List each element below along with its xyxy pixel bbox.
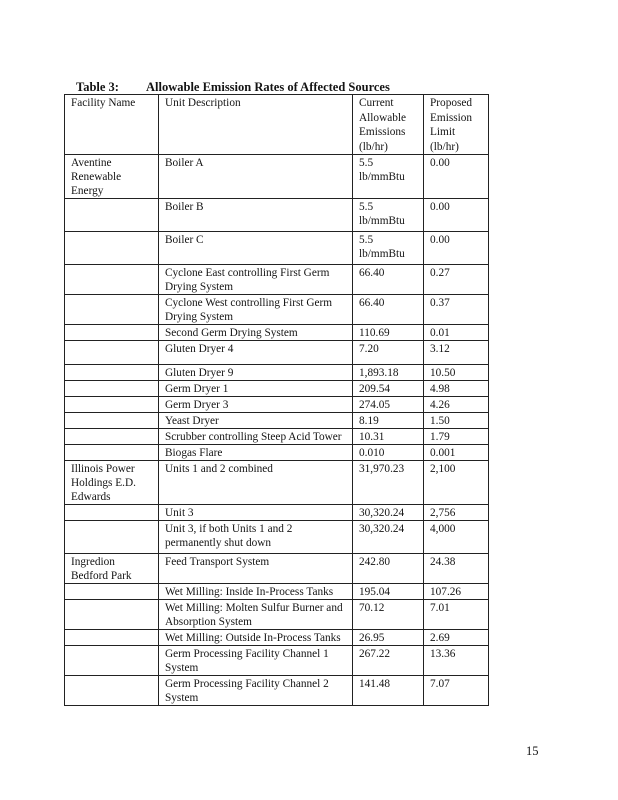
cell-facility-name — [65, 413, 159, 429]
cell-current-emissions: 1,893.18 — [353, 365, 424, 381]
cell-unit-description: Boiler B — [159, 199, 353, 232]
cell-proposed-limit: 0.00 — [424, 155, 489, 199]
cell-proposed-limit: 0.00 — [424, 232, 489, 265]
table-row — [65, 554, 489, 584]
cell-current-emissions: 70.12 — [353, 600, 424, 630]
cell-unit-description: Unit 3, if both Units 1 and 2 permanently shut down — [159, 521, 353, 554]
cell-facility-name — [65, 429, 159, 445]
header-unit-description: Unit Description — [159, 95, 353, 155]
cell-unit-description: Gluten Dryer 9 — [159, 365, 353, 381]
cell-proposed-limit: 7.01 — [424, 600, 489, 630]
cell-unit-description: Boiler C — [159, 232, 353, 265]
cell-unit-description: Wet Milling: Molten Sulfur Burner and Absorption System — [159, 600, 353, 630]
cell-proposed-limit: 0.00 — [424, 199, 489, 232]
header-proposed-limit: Proposed Emission Limit (lb/hr) — [424, 95, 489, 155]
cell-proposed-limit: 4.98 — [424, 381, 489, 397]
cell-unit-description: Scrubber controlling Steep Acid Tower — [159, 429, 353, 445]
cell-current-emissions: 242.80 — [353, 554, 424, 584]
cell-unit-description: Second Germ Drying System — [159, 325, 353, 341]
table-row — [65, 397, 489, 413]
cell-unit-description: Germ Processing Facility Channel 1 System — [159, 646, 353, 676]
cell-current-emissions: 5.5 lb/mmBtu — [353, 232, 424, 265]
cell-facility-name: Illinois Power Holdings E.D. Edwards — [65, 461, 159, 505]
cell-current-emissions: 5.5 lb/mmBtu — [353, 155, 424, 199]
cell-unit-description: Germ Dryer 1 — [159, 381, 353, 397]
cell-proposed-limit: 0.01 — [424, 325, 489, 341]
table-row — [65, 232, 489, 265]
cell-unit-description: Germ Processing Facility Channel 2 System — [159, 676, 353, 706]
cell-current-emissions: 66.40 — [353, 295, 424, 325]
cell-facility-name — [65, 341, 159, 365]
cell-unit-description: Gluten Dryer 4 — [159, 341, 353, 365]
table-title: Allowable Emission Rates of Affected Sources — [146, 80, 390, 94]
page-number: 15 — [526, 744, 539, 758]
table-row — [65, 600, 489, 630]
cell-facility-name — [65, 232, 159, 265]
table-number: Table 3: — [76, 80, 119, 94]
cell-proposed-limit: 24.38 — [424, 554, 489, 584]
cell-facility-name — [65, 505, 159, 521]
cell-facility-name — [65, 521, 159, 554]
cell-facility-name: Aventine Renewable Energy — [65, 155, 159, 199]
table-row — [65, 199, 489, 232]
cell-facility-name — [65, 600, 159, 630]
cell-proposed-limit: 1.50 — [424, 413, 489, 429]
cell-proposed-limit: 7.07 — [424, 676, 489, 706]
cell-current-emissions: 26.95 — [353, 630, 424, 646]
cell-current-emissions: 8.19 — [353, 413, 424, 429]
cell-current-emissions: 141.48 — [353, 676, 424, 706]
table-row — [65, 429, 489, 445]
cell-proposed-limit: 107.26 — [424, 584, 489, 600]
cell-facility-name — [65, 381, 159, 397]
table-row — [65, 521, 489, 554]
table-row — [65, 325, 489, 341]
table-row — [65, 676, 489, 706]
table-row — [65, 155, 489, 199]
cell-proposed-limit: 2,100 — [424, 461, 489, 505]
cell-unit-description: Feed Transport System — [159, 554, 353, 584]
cell-current-emissions: 5.5 lb/mmBtu — [353, 199, 424, 232]
table-body — [65, 155, 489, 706]
cell-facility-name — [65, 630, 159, 646]
table-row — [65, 365, 489, 381]
cell-unit-description: Germ Dryer 3 — [159, 397, 353, 413]
table-header-row — [65, 95, 489, 155]
cell-facility-name — [65, 646, 159, 676]
table-row — [65, 584, 489, 600]
emission-rates-table — [64, 94, 489, 706]
cell-proposed-limit: 2.69 — [424, 630, 489, 646]
header-facility-name: Facility Name — [65, 95, 159, 155]
table-row — [65, 265, 489, 295]
table-row — [65, 341, 489, 365]
cell-facility-name — [65, 445, 159, 461]
cell-unit-description: Biogas Flare — [159, 445, 353, 461]
cell-current-emissions: 66.40 — [353, 265, 424, 295]
cell-unit-description: Boiler A — [159, 155, 353, 199]
table-row — [65, 295, 489, 325]
cell-proposed-limit: 4,000 — [424, 521, 489, 554]
cell-proposed-limit: 0.37 — [424, 295, 489, 325]
cell-proposed-limit: 13.36 — [424, 646, 489, 676]
cell-unit-description: Units 1 and 2 combined — [159, 461, 353, 505]
table-row — [65, 646, 489, 676]
cell-unit-description: Wet Milling: Outside In-Process Tanks — [159, 630, 353, 646]
cell-proposed-limit: 0.001 — [424, 445, 489, 461]
cell-unit-description: Cyclone East controlling First Germ Drying System — [159, 265, 353, 295]
cell-proposed-limit: 3.12 — [424, 341, 489, 365]
cell-unit-description: Wet Milling: Inside In-Process Tanks — [159, 584, 353, 600]
cell-current-emissions: 274.05 — [353, 397, 424, 413]
cell-current-emissions: 195.04 — [353, 584, 424, 600]
cell-current-emissions: 209.54 — [353, 381, 424, 397]
cell-proposed-limit: 1.79 — [424, 429, 489, 445]
cell-current-emissions: 267.22 — [353, 646, 424, 676]
cell-facility-name — [65, 265, 159, 295]
cell-facility-name — [65, 397, 159, 413]
table-row — [65, 630, 489, 646]
table-row — [65, 505, 489, 521]
table-caption — [76, 80, 390, 95]
table-row — [65, 381, 489, 397]
cell-current-emissions: 0.010 — [353, 445, 424, 461]
cell-unit-description: Unit 3 — [159, 505, 353, 521]
header-current-emissions: Current Allowable Emissions (lb/hr) — [353, 95, 424, 155]
table-row — [65, 445, 489, 461]
cell-facility-name — [65, 676, 159, 706]
table-row — [65, 413, 489, 429]
cell-facility-name — [65, 199, 159, 232]
cell-facility-name — [65, 365, 159, 381]
cell-proposed-limit: 2,756 — [424, 505, 489, 521]
cell-proposed-limit: 0.27 — [424, 265, 489, 295]
cell-current-emissions: 30,320.24 — [353, 521, 424, 554]
cell-current-emissions: 31,970.23 — [353, 461, 424, 505]
cell-proposed-limit: 4.26 — [424, 397, 489, 413]
cell-current-emissions: 110.69 — [353, 325, 424, 341]
cell-unit-description: Yeast Dryer — [159, 413, 353, 429]
cell-proposed-limit: 10.50 — [424, 365, 489, 381]
cell-current-emissions: 30,320.24 — [353, 505, 424, 521]
cell-facility-name — [65, 325, 159, 341]
table-row — [65, 461, 489, 505]
cell-facility-name: Ingredion Bedford Park — [65, 554, 159, 584]
cell-current-emissions: 7.20 — [353, 341, 424, 365]
cell-facility-name — [65, 584, 159, 600]
cell-current-emissions: 10.31 — [353, 429, 424, 445]
cell-unit-description: Cyclone West controlling First Germ Drying System — [159, 295, 353, 325]
cell-facility-name — [65, 295, 159, 325]
